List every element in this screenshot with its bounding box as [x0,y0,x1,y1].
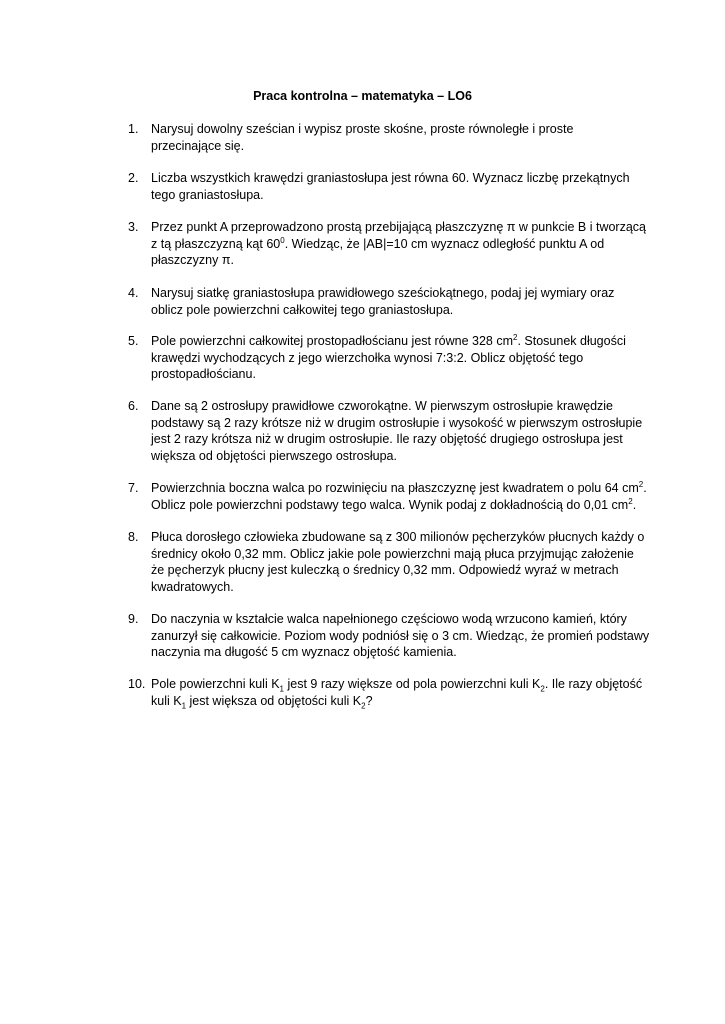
superscript: 2 [628,496,633,506]
item-text [151,676,648,709]
item-line [151,676,648,693]
item-line [151,497,648,514]
item-fragment: Pole powierzchni kuli K [151,677,280,691]
item-number: 10. [128,677,146,691]
item-text [151,333,648,383]
item-fragment: . Ile razy objętość [544,677,643,691]
item-number: 7. [128,481,139,495]
item-line: płaszczyzny π. [151,253,234,268]
list-item [128,170,648,203]
list-item [128,121,648,154]
item-text [151,170,648,203]
subscript: 1 [279,684,284,694]
item-line: średnicy około 0,32 mm. Oblicz jakie pole powierzchni mają płuca przyjmując założenie [151,546,634,561]
item-fragment: jest większa od objętości kuli K [186,693,362,708]
item-number: 8. [128,530,139,544]
item-line: naczynia ma długość 5 cm wyznacz objętość kamienia. [151,645,457,660]
item-fragment: Oblicz pole powierzchni podstawy tego walca. Wynik podaj z dokładnością do 0,01 cm [151,497,629,512]
item-number: 4. [128,286,139,300]
item-line: kwadratowych. [151,580,234,595]
subscript: 2 [540,684,545,694]
superscript: 2 [638,479,644,489]
item-line: jest 2 razy krótsza niż w drugim ostrosłupie. Ile razy objętość drugiego ostrosłupa jest [151,432,623,447]
item-text [151,219,648,269]
list-item [128,611,648,661]
item-line: Narysuj dowolny sześcian i wypisz proste skośne, proste równoległe i proste [151,122,574,136]
item-line: większa od objętości pierwszego ostrosłupa. [151,449,397,464]
item-line: Liczba wszystkich krawędzi graniastosłupa jest równa 60. Wyznacz liczbę przekątnych [151,171,630,185]
list-item [128,219,648,269]
item-number: 5. [128,334,139,348]
item-line: prostopadłościanu. [151,367,256,382]
item-fragment: . Stosunek długości [517,334,626,348]
item-line: przecinające się. [151,138,245,153]
list-item [128,398,648,465]
item-fragment: . [632,497,637,512]
item-line: podstawy są 2 razy krótsze niż w drugim ostrosłupie i wysokość w pierwszym ostrosłupie [151,415,643,430]
item-fragment: . Wiedząc, że |AB|=10 cm wyznacz odległość punktu A od [284,236,605,251]
item-line: zanurzył się całkowicie. Poziom wody podniósł się o 3 cm. Wiedząc, że promień podstawy [151,628,650,643]
item-text [151,285,648,318]
list-item [128,529,648,596]
item-line: krawędzi wychodzących z jego wierzchołka wynosi 7:3:2. Oblicz objętość tego [151,350,584,365]
item-number: 3. [128,220,139,234]
item-fragment: Pole powierzchni całkowitej prostopadłościanu jest równe 328 cm [151,334,513,348]
list-item [128,480,648,513]
subscript: 2 [361,701,366,711]
item-line [151,333,648,350]
item-line: oblicz pole powierzchni całkowitej tego graniastosłupa. [151,302,454,317]
item-line: tego graniastosłupa. [151,187,264,202]
item-text [151,529,648,596]
superscript: 0 [280,235,285,245]
item-number: 6. [128,399,139,413]
item-line [151,693,648,710]
item-line [151,236,648,253]
list-item [128,676,648,709]
list-item [128,333,648,383]
item-fragment: . [643,481,647,495]
item-line: Do naczynia w kształcie walca napełnionego częściowo wodą wrzucono kamień, który [151,612,627,626]
item-line [151,480,648,497]
item-line: Przez punkt A przeprowadzono prostą przebijającą płaszczyznę π w punkcie B i tworzącą [151,220,646,234]
list-item [128,285,648,318]
page-title: Praca kontrolna – matematyka – LO6 [253,89,472,103]
item-fragment: kuli K [151,693,182,708]
item-fragment: ? [365,693,373,708]
item-fragment: jest 9 razy większe od pola powierzchni kuli K [284,677,541,691]
item-number: 9. [128,612,139,626]
item-text [151,611,648,661]
item-line: że pęcherzyk płucny jest kuleczką o średnicy 0,32 mm. Odpowiedź wyraź w metrach [151,563,619,578]
item-text [151,480,648,513]
item-line: Dane są 2 ostrosłupy prawidłowe czworokątne. W pierwszym ostrosłupie krawędzie [151,399,613,413]
item-number: 2. [128,171,139,185]
item-line: Płuca dorosłego człowieka zbudowane są z 300 milionów pęcherzyków płucnych każdy o [151,530,645,544]
item-line: Narysuj siatkę graniastosłupa prawidłowego sześciokątnego, podaj jej wymiary oraz [151,286,615,300]
superscript: 2 [513,332,518,342]
item-text [151,121,648,154]
item-text [151,398,648,465]
subscript: 1 [181,701,187,711]
item-fragment: Powierzchnia boczna walca po rozwinięciu na płaszczyznę jest kwadratem o polu 64 cm [151,481,639,495]
item-fragment: z tą płaszczyzną kąt 60 [151,236,281,251]
item-number: 1. [128,122,139,136]
